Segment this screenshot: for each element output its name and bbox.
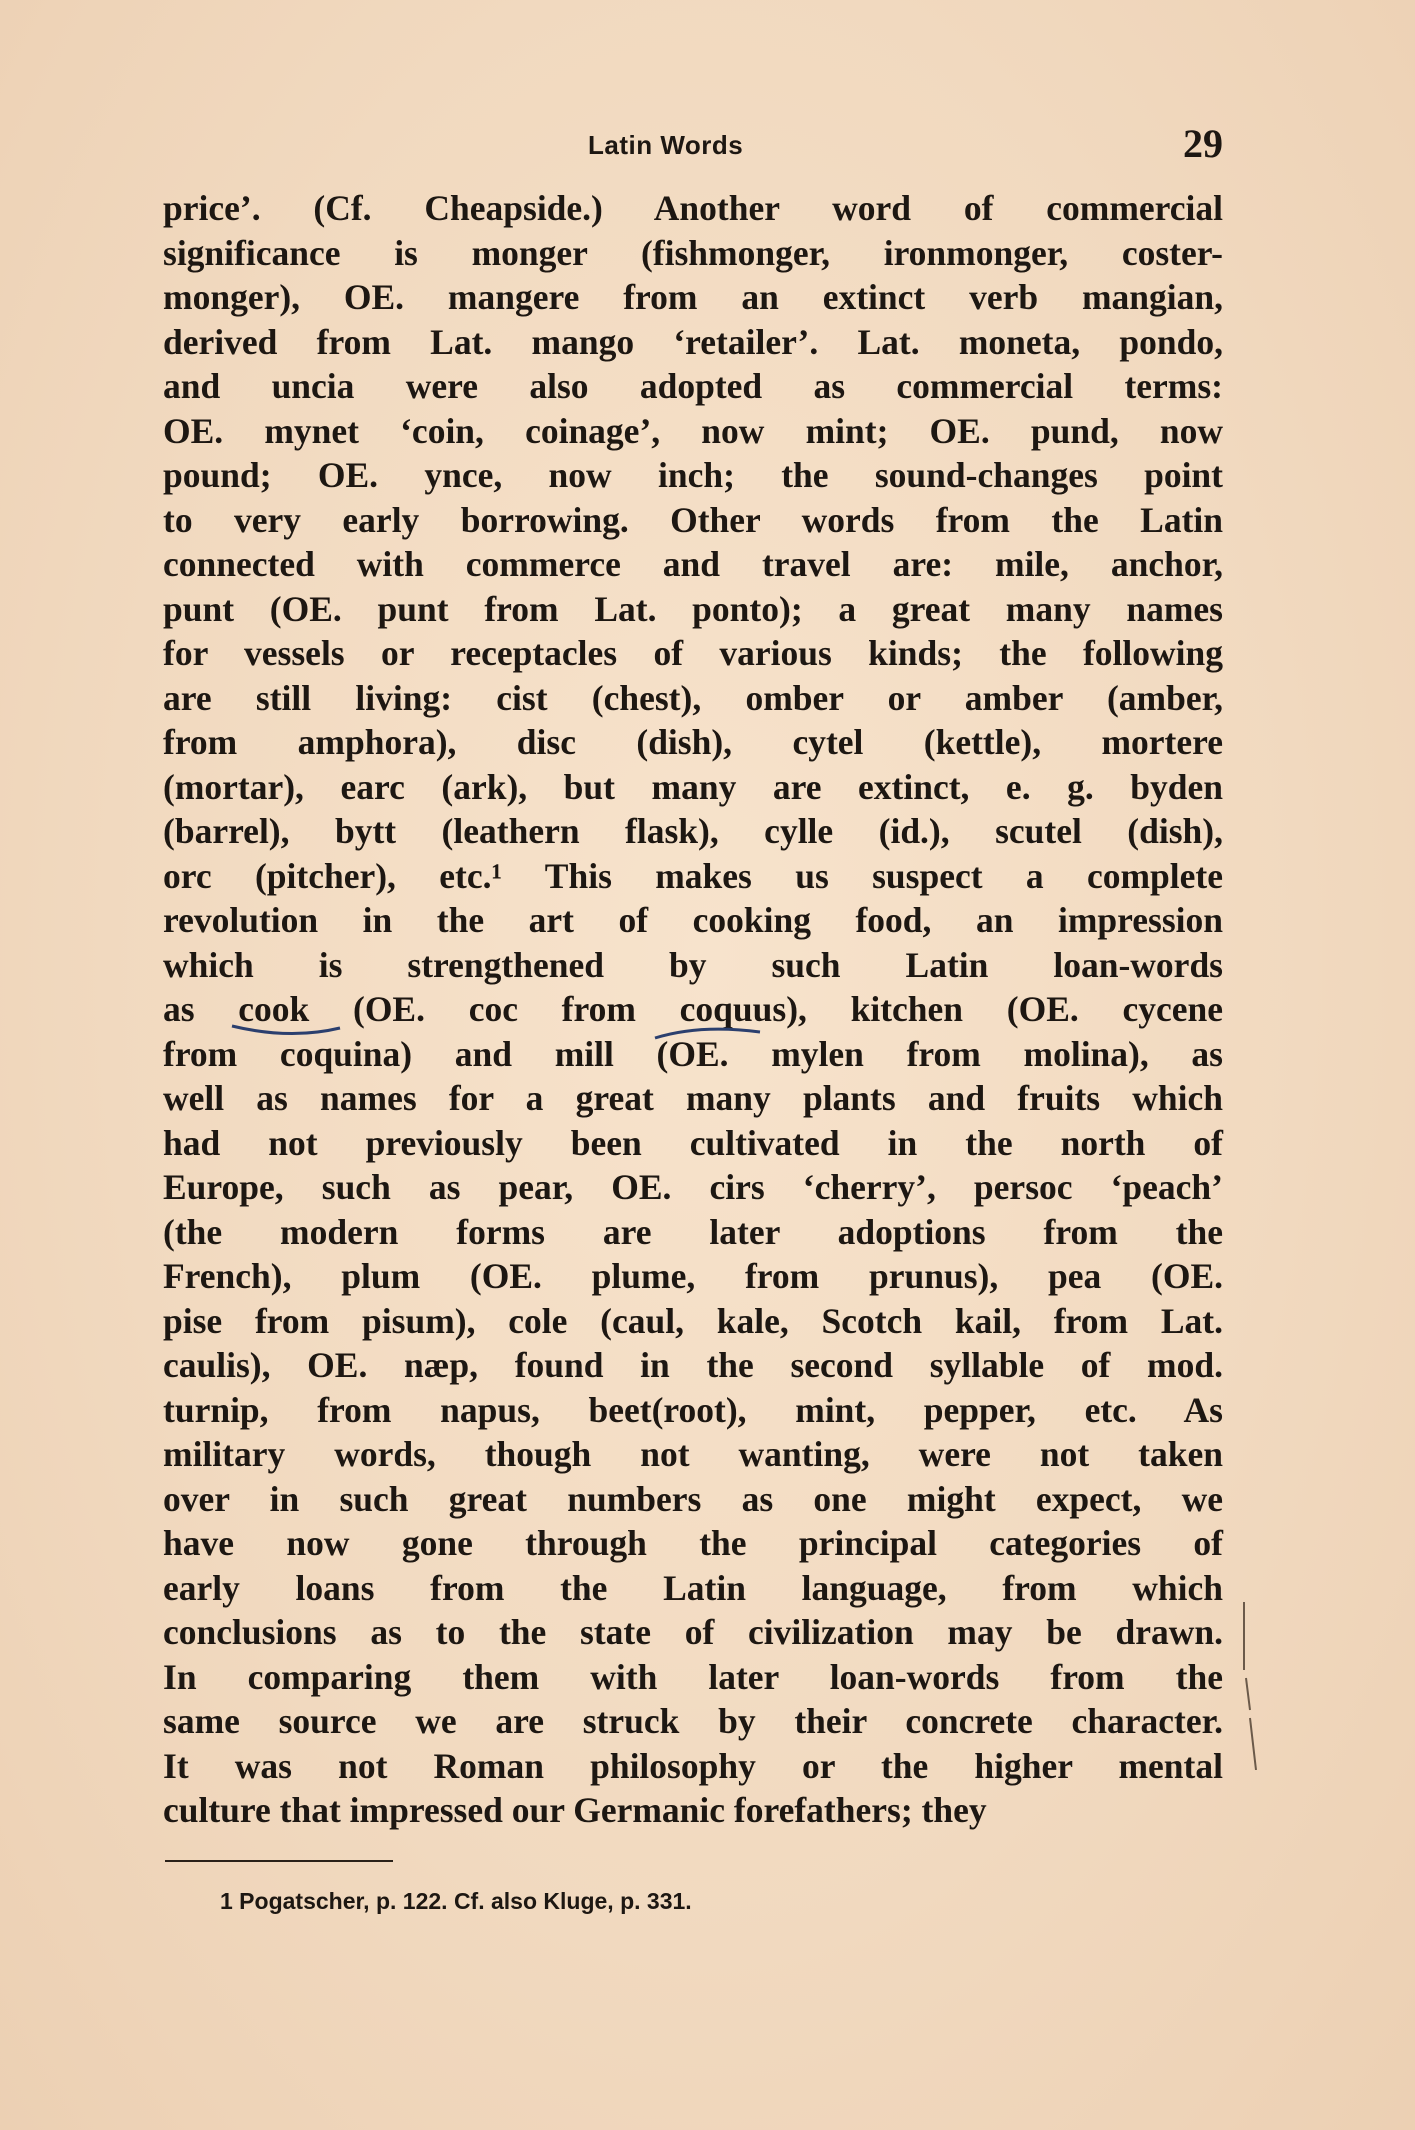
- footnote-rule: [165, 1860, 393, 1862]
- text-line: revolution in the art of cooking food, an impression: [163, 900, 1223, 940]
- text-line: In comparing them with later loan-words from the: [163, 1656, 1223, 1697]
- text-line: connected with commerce and travel are: mile, anchor,: [163, 544, 1223, 584]
- page-header: [163, 120, 1223, 176]
- text-line: OE. mynet ‘coin, coinage’, now mint; OE. pund, now: [163, 410, 1223, 451]
- text-line: Europe, such as pear, OE. cirs ‘cherry’, persoc ‘peach’: [163, 1167, 1223, 1207]
- text-line: which is strengthened by such Latin loan-words: [163, 944, 1223, 985]
- text-line: and uncia were also adopted as commercial terms:: [163, 366, 1223, 406]
- text-line: turnip, from napus, beet(root), mint, pepper, etc. As: [163, 1389, 1223, 1430]
- text-line: over in such great numbers as one might expect, we: [163, 1478, 1223, 1519]
- text-line: to very early borrowing. Other words from the Latin: [163, 499, 1223, 540]
- text-line: punt (OE. punt from Lat. ponto); a great many names: [163, 588, 1223, 629]
- margin-pencil-mark: [1240, 1600, 1280, 1770]
- text-line: pound; OE. ynce, now inch; the sound-changes point: [163, 455, 1223, 495]
- text-line: well as names for a great many plants and fruits which: [163, 1078, 1223, 1118]
- text-line: conclusions as to the state of civilization may be drawn.: [163, 1612, 1223, 1652]
- text-line: (mortar), earc (ark), but many are extinct, e. g. byden: [163, 766, 1223, 807]
- text-line: (the modern forms are later adoptions from the: [163, 1211, 1223, 1252]
- page-number: 29: [1183, 121, 1223, 166]
- text-line: derived from Lat. mango ‘retailer’. Lat. moneta, pondo,: [163, 321, 1223, 362]
- text-line: early loans from the Latin language, from which: [163, 1567, 1223, 1608]
- text-line: are still living: cist (chest), omber or amber (amber,: [163, 677, 1223, 718]
- text-line: had not previously been cultivated in the north of: [163, 1122, 1223, 1163]
- text-line: (barrel), bytt (leathern flask), cylle (id.), scutel (dish),: [163, 811, 1223, 851]
- text-line: significance is monger (fishmonger, ironmonger, coster-: [163, 232, 1223, 273]
- running-head: Latin Words: [588, 130, 744, 160]
- text-line: orc (pitcher), etc.¹ This makes us suspect a complete: [163, 855, 1223, 896]
- text-line: It was not Roman philosophy or the higher mental: [163, 1745, 1223, 1786]
- text-line: monger), OE. mangere from an extinct verb mangian,: [163, 277, 1223, 317]
- text-line: for vessels or receptacles of various kinds; the following: [163, 633, 1223, 673]
- text-line: price’. (Cf. Cheapside.) Another word of commercial: [163, 188, 1223, 228]
- text-line: same source we are struck by their concrete character.: [163, 1701, 1223, 1741]
- text-line: from amphora), disc (dish), cytel (kettle), mortere: [163, 722, 1223, 762]
- text-line: from coquina) and mill (OE. mylen from molina), as: [163, 1033, 1223, 1074]
- footnote: 1 Pogatscher, p. 122. Cf. also Kluge, p. 331.: [220, 1888, 692, 1914]
- text-line: pise from pisum), cole (caul, kale, Scotch kail, from Lat.: [163, 1300, 1223, 1341]
- text-line: French), plum (OE. plume, from prunus), pea (OE.: [163, 1256, 1223, 1296]
- body-text: [163, 186, 1223, 1833]
- text-line: caulis), OE. næp, found in the second syllable of mod.: [163, 1345, 1223, 1385]
- text-line: have now gone through the principal categories of: [163, 1523, 1223, 1563]
- text-line: culture that impressed our Germanic forefathers; they: [163, 1790, 987, 1830]
- text-line: military words, though not wanting, were not taken: [163, 1434, 1223, 1474]
- text-line: as cook (OE. coc from coquus), kitchen (OE. cycene: [163, 989, 1223, 1029]
